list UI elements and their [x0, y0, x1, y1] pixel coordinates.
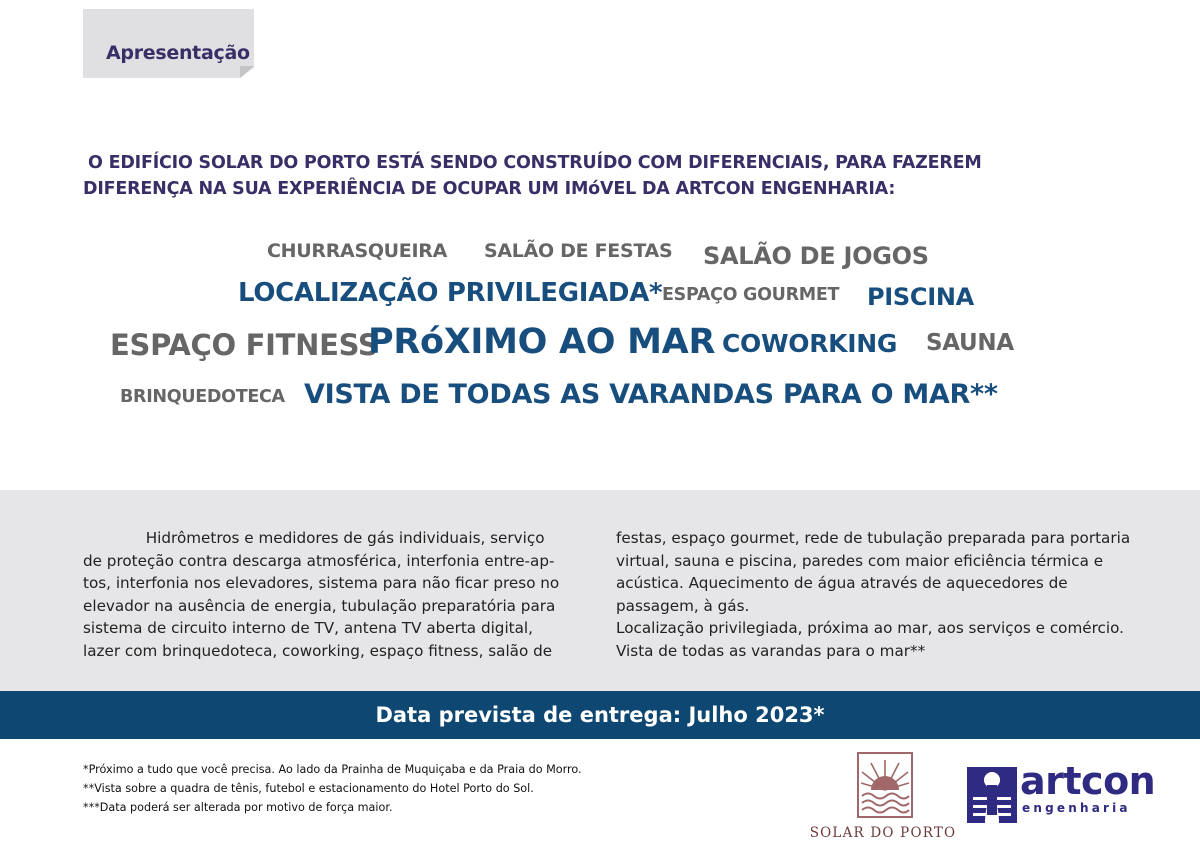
description-left-line: Hidrômetros e medidores de gás individuais, serviço: [83, 529, 545, 547]
description-left-line: lazer com brinquedoteca, coworking, espaço fitness, salão de: [83, 641, 553, 660]
feature-salao-jogos: SALÃO DE JOGOS: [703, 242, 929, 270]
footnote: ***Data poderá ser alterada por motivo de força maior.: [83, 801, 393, 814]
description-left-line: elevador na ausência de energia, tubulação preparatória para: [83, 596, 556, 615]
description-right-line: Localização privilegiada, próxima ao mar, aos serviços e comércio.: [616, 619, 1124, 637]
delivery-date-banner: Data prevista de entrega: Julho 2023*: [0, 691, 1200, 739]
headline: [83, 150, 1083, 202]
description-left-line: tos, interfonia nos elevadores, sistema para não ficar preso no: [83, 574, 560, 592]
description-right-line: virtual, sauna e piscina, paredes com maior eficiência térmica e: [616, 551, 1104, 570]
feature-espaco-gourmet: ESPAÇO GOURMET: [662, 285, 840, 305]
feature-brinquedoteca: BRINQUEDOTECA: [120, 387, 285, 407]
feature-sauna: SAUNA: [926, 330, 1014, 356]
description-left: [83, 527, 559, 662]
description-right-line: acústica. Aquecimento de água através de aquecedores de: [616, 574, 1068, 592]
feature-salao-festas: SALÃO DE FESTAS: [484, 240, 673, 262]
feature-churrasqueira: CHURRASQUEIRA: [267, 240, 447, 262]
footnotes: [83, 760, 582, 817]
description-right: [616, 527, 1130, 662]
description-right-line: festas, espaço gourmet, rede de tubulação preparada para portaria: [616, 529, 1131, 547]
feature-proximo-mar: PRóXIMO AO MAR: [368, 322, 716, 362]
footnote: **Vista sobre a quadra de tênis, futebol e estacionamento do Hotel Porto do Sol.: [83, 782, 534, 795]
headline-line-2: DIFERENÇA NA SUA EXPERIÊNCIA DE OCUPAR UM IMóVEL DA ARTCON ENGENHARIA:: [83, 179, 896, 199]
headline-line-1: O EDIFÍCIO SOLAR DO PORTO ESTÁ SENDO CONSTRUÍDO COM DIFERENCIAIS, PARA FAZEREM: [88, 153, 982, 173]
description-left-line: de proteção contra descarga atmosférica, interfonia entre-ap-: [83, 551, 555, 570]
description-left-line: sistema de circuito interno de TV, antena TV aberta digital,: [83, 619, 533, 637]
artcon-name: artcon: [1020, 759, 1156, 803]
description-right-line: Vista de todas as varandas para o mar**: [616, 641, 926, 660]
feature-vista: VISTA DE TODAS AS VARANDAS PARA O MAR**: [304, 379, 998, 410]
feature-piscina: PISCINA: [867, 283, 974, 311]
footnote: *Próximo a tudo que você precisa. Ao lado da Prainha de Muquiçaba e da Praia do Morro.: [83, 763, 582, 776]
description-right-line: passagem, à gás.: [616, 596, 750, 615]
section-tab-label: Apresentação: [106, 42, 250, 64]
feature-espaco-fitness: ESPAÇO FITNESS: [110, 328, 379, 362]
solar-do-porto-name: SOLAR DO PORTO: [809, 825, 957, 841]
feature-coworking: COWORKING: [722, 329, 898, 358]
feature-localizacao: LOCALIZAÇÃO PRIVILEGIADA*: [238, 278, 663, 308]
artcon-subtitle: engenharia: [1022, 801, 1131, 815]
